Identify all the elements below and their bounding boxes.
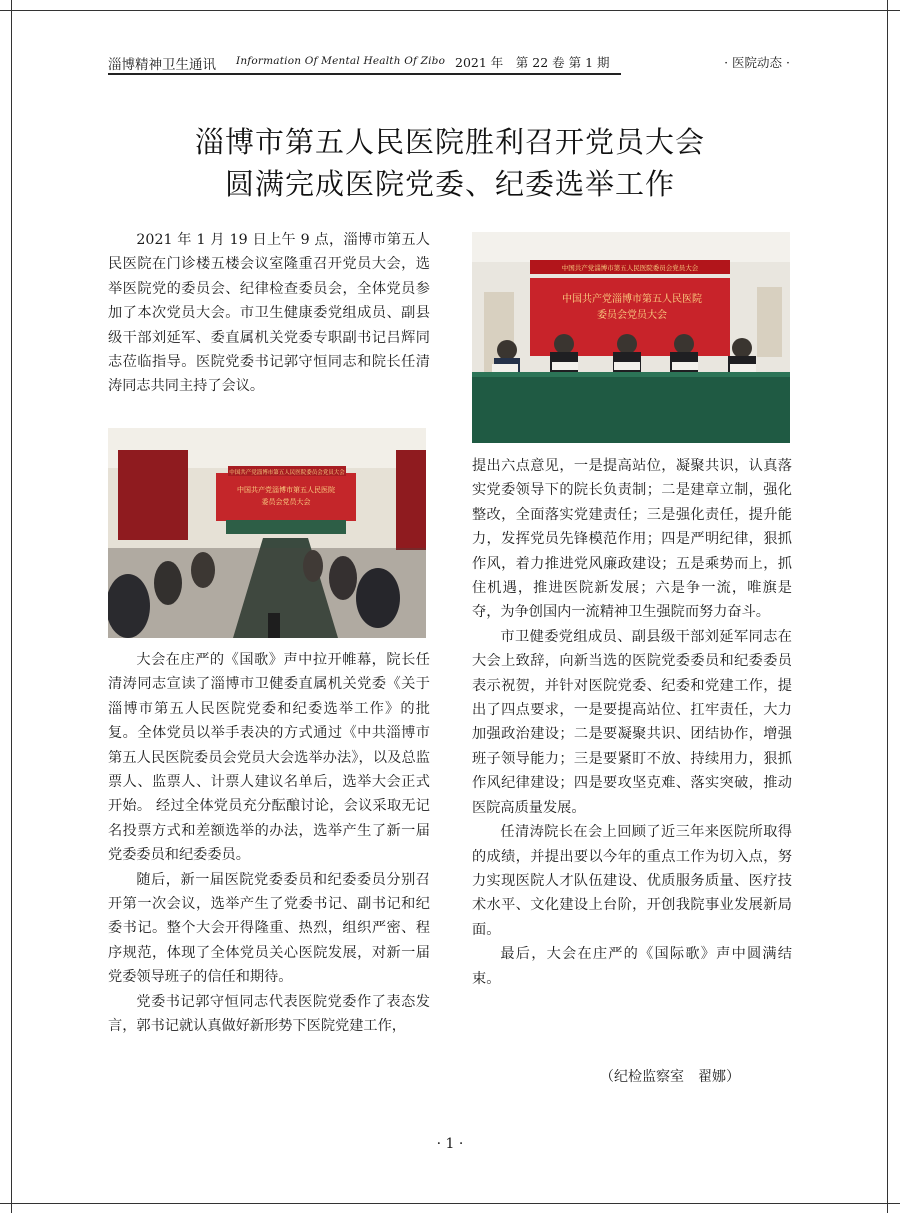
paragraph-six-points: 提出六点意见，一是提高站位，凝聚共识，认真落实党委领导下的院长负责制；二是建章立制，强化整改，全面落实党建责任；三是强化责任，提升能力，发挥党员先锋模范作用；四是严明纪律，狠抓作风，着力推进党风廉政建设；五是乘势而上，抓住机遇，推进医院新发展；六是争一流，唯旗是夺，为争创国内一流精神卫生强院而努力奋斗。: [472, 458, 792, 621]
crop-mark-top: [0, 10, 900, 11]
paragraph-official-speech: 市卫健委党组成员、副县级干部刘延军同志在大会上致辞，向新当选的医院党委委员和纪委委员表示祝贺，并针对医院党委、纪委和党建工作，提出了四点要求，一是要提高站位、扛牢责任，大力加强政治建设；二是要凝聚共识、团结协作，增强班子领导能力；三是要紧盯不放、持续用力，狠抓作风纪律建设；四是要攻坚克难、落实突破，推动医院高质量发展。: [472, 628, 792, 816]
left-column-bottom: [108, 648, 430, 1039]
podium-banner-line-2: 委员会党员大会: [597, 310, 667, 321]
podium-photo: [472, 232, 790, 443]
paragraph-first-meeting: 随后，新一届医院党委委员和纪委委员分别召开第一次会议，选举产生了党委书记、副书记和纪委书记。整个大会开得隆重、热烈，组织严密、程序规范，体现了全体党员关心医院发展，对新一届党委领导班子的信任和期待。: [108, 871, 430, 986]
podium-banner-line-1: 中国共产党淄博市第五人民医院: [562, 294, 702, 305]
paragraph-closing: 最后，大会在庄严的《国际歌》声中圆满结束。: [472, 946, 792, 987]
right-column: [472, 454, 792, 991]
paragraph-opening: 2021 年 1 月 19 日上午 9 点，淄博市第五人民医院在门诊楼五楼会议室隆重召开党员大会，选举医院党的委员会、纪律检查委员会，全体党员参加了本次党员大会。市卫生健康委党组成员、副县级干部刘延军、委直属机关党委专职副书记吕辉同志莅临指导。医院党委书记郭守恒同志和院长任清涛同志共同主持了会议。: [108, 232, 430, 395]
author-signature: （纪检监察室 翟娜）: [600, 1069, 740, 1085]
crop-mark-bottom: [0, 1203, 900, 1204]
page-number: · 1 ·: [436, 1136, 464, 1152]
left-column-top: [108, 228, 430, 399]
header-rule: [108, 73, 621, 75]
journal-name: 淄博精神卫生通讯: [108, 57, 216, 73]
section-label: · 医院动态 ·: [724, 55, 790, 70]
paragraph-director-review: 任清涛院长在会上回顾了近三年来医院所取得的成绩，并提出要以今年的重点工作为切入点，努力实现医院人才队伍建设、优质服务质量、医疗技术水平、文化建设上台阶，开创我院事业发展新局面。: [472, 824, 792, 938]
journal-english-name: Information Of Mental Health Of Zibo: [236, 55, 446, 67]
running-header: [108, 53, 788, 75]
paragraph-secretary-speech: 党委书记郭守恒同志代表医院党委作了表态发言，郭书记就认真做好新形势下医院党建工作，: [108, 993, 430, 1035]
meeting-hall-photo: [108, 428, 426, 638]
hall-banner-line-1: 中国共产党淄博市第五人民医院: [237, 486, 335, 494]
hall-banner-top-text: 中国共产党淄博市第五人民医院委员会党员大会: [229, 470, 345, 476]
podium-illustration: [472, 232, 790, 443]
paragraph-ceremony: 大会在庄严的《国歌》声中拉开帷幕，院长任清涛同志宣读了淄博市卫健委直属机关党委《关于淄博市第五人民医院党委和纪委选举工作》的批复。全体党员以举手表决的方式通过《中共淄博市第五人民医院委员会党员大会选举办法》，以及总监票人、监票人、计票人建议名单后，选举大会正式开始。 经过全体党员充分酝酿讨论，会议采取无记名投票方式和差额选举的办法，选举产生了新一届党委委员和纪委委员。: [108, 652, 430, 864]
hall-banner-line-2: 委员会党员大会: [261, 498, 311, 506]
issue-info: 2021 年 第 22 卷 第 1 期: [455, 55, 610, 70]
meeting-hall-illustration: [108, 428, 426, 638]
article-title-line-2: 圆满完成医院党委、纪委选举工作: [224, 167, 675, 201]
podium-banner-top-text: 中国共产党淄博市第五人民医院委员会党员大会: [561, 264, 699, 272]
article-title-line-1: 淄博市第五人民医院胜利召开党员大会: [194, 125, 705, 159]
